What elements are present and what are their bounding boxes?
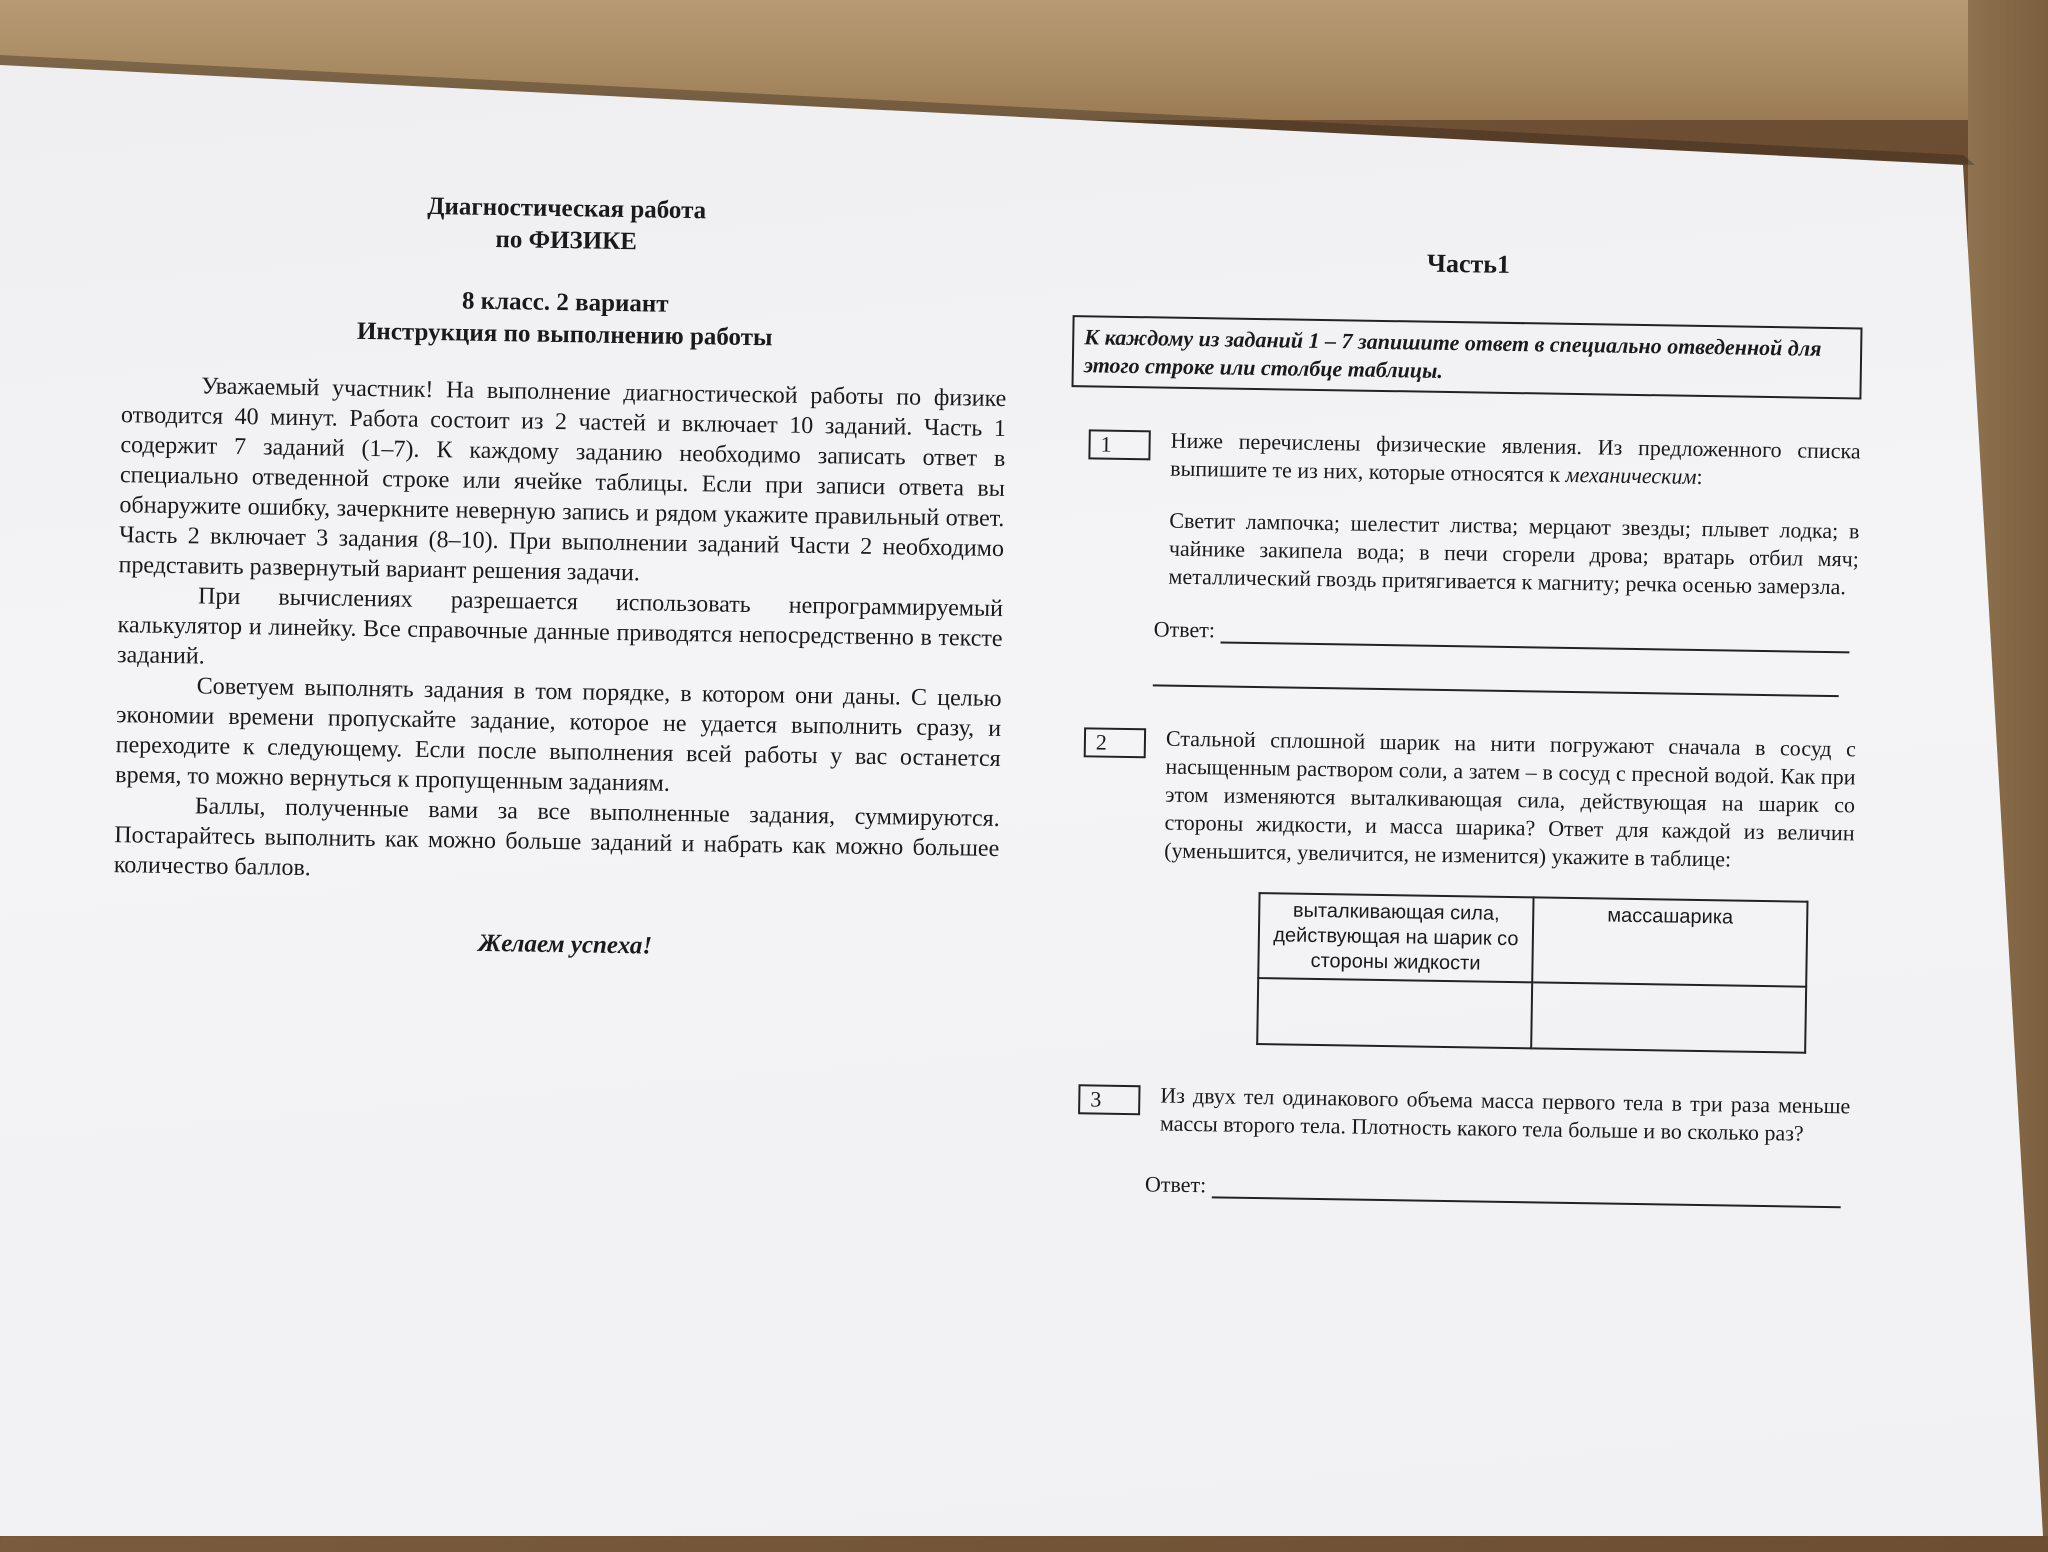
table-answer-cell-mass[interactable] (1531, 982, 1806, 1052)
task-2-text: Стальной сплошной шарик на нити погружают сначала в сосуд с насыщенным раствором соли, а затем – в сосуд с пресной водой. Как при этом изменяются выталкивающая сила, действующая на шарик со стороны жидкости, и масса шарика? Ответ для каждой из величин (уменьшится, увеличится, не изменится) укажите в таблице: (1164, 725, 1857, 872)
right-column (1059, 231, 1864, 1208)
class-variant: 8 класс. 2 вариант (461, 287, 669, 318)
table-header-mass: массашарика (1532, 897, 1807, 986)
task-1-text-start: Ниже перечислены физические явления. Из предложенного списка выпишите те из них, которые относятся к (1170, 427, 1861, 487)
instruction-note-box: К каждому из заданий 1 – 7 запишите ответ в специально отведенной для этого строке или столбце таблицы. (1071, 315, 1862, 399)
task-number-box: 2 (1084, 727, 1146, 758)
doc-title-line2: по ФИЗИКЕ (495, 226, 638, 256)
doc-title-line1: Диагностическая работа (427, 192, 707, 225)
task-1 (1067, 425, 1861, 697)
task-3 (1059, 1080, 1851, 1208)
answer-label: Ответ: (1153, 616, 1216, 643)
answer-line[interactable] (1212, 1174, 1841, 1208)
task-3-text: Из двух тел одинакового объема масса первого тела в три раза меньше массы второго тела. Плотность какого тела больше и во сколько раз? (1159, 1082, 1851, 1146)
instruction-paragraph-3: Советуем выполнять задания в том порядке, в котором они даны. С целью экономии времени пропускайте задание, которое не удается выполнить сразу, и переходите к следующему. Если после выполнения всей работы у вас останется время, то можно вернуться к пропущенным заданиям. (115, 673, 1002, 797)
answer-row (1153, 616, 1857, 653)
instruction-paragraph-2: При вычислениях разрешается использовать непрограммируемый калькулятор и линейку. Все справочные данные приводятся непосредственно в тексте заданий. (116, 583, 1004, 670)
task-1-text-emphasis: механическим (1565, 461, 1697, 489)
instruction-paragraph-1: Уважаемый участник! На выполнение диагностической работы по физике отводится 40 минут. Работа состоит из 2 частей и включает 10 заданий. Часть 1 содержит 7 заданий (1–7). К каждому заданию необходимо записать ответ в специально отведенной строке или ячейке таблицы. Если при записи ответа вы обнаружите ошибку, зачеркните неверную запись и рядом укажите правильный ответ. Часть 2 включает 3 задания (8–10). При выполнении заданий Части 2 необходимо представить развернутый вариант решения задачи. (118, 373, 1007, 587)
task-1-text-end: : (1696, 463, 1703, 489)
table-header-force: выталкивающая сила, действующая на шарик со стороны жидкости (1258, 893, 1533, 982)
answer-table (1256, 892, 1808, 1054)
answer-line[interactable] (1221, 619, 1850, 653)
part-title: Часть1 (1426, 248, 1511, 279)
answer-label: Ответ: (1144, 1171, 1207, 1198)
table-answer-cell-force[interactable] (1257, 978, 1532, 1048)
task-number-box: 3 (1078, 1084, 1140, 1115)
answer-row (1145, 1171, 1849, 1208)
instruction-title: Инструкция по выполнению работы (356, 317, 773, 352)
task-1-text (1170, 427, 1861, 494)
phenomena-list: Светит лампочка; шелестит листва; мерцают звезды; плывет лодка; в чайнике закипела вода; в печи сгорели дрова; вратарь отбил мяч; металлический гвоздь притягивается к магниту; речка осенью замерзла. (1168, 507, 1860, 600)
instruction-paragraph-4: Баллы, полученные вами за все выполненные задания, суммируются. Постарайтесь выполнить как можно больше заданий и набрать как можно большее количество баллов. (113, 793, 1000, 882)
left-column (113, 186, 1010, 966)
good-luck-wish: Желаем успеха! (478, 929, 653, 960)
task-2 (1061, 723, 1856, 1054)
task-number-box: 1 (1088, 429, 1150, 460)
answer-line-2[interactable] (1153, 682, 1839, 697)
